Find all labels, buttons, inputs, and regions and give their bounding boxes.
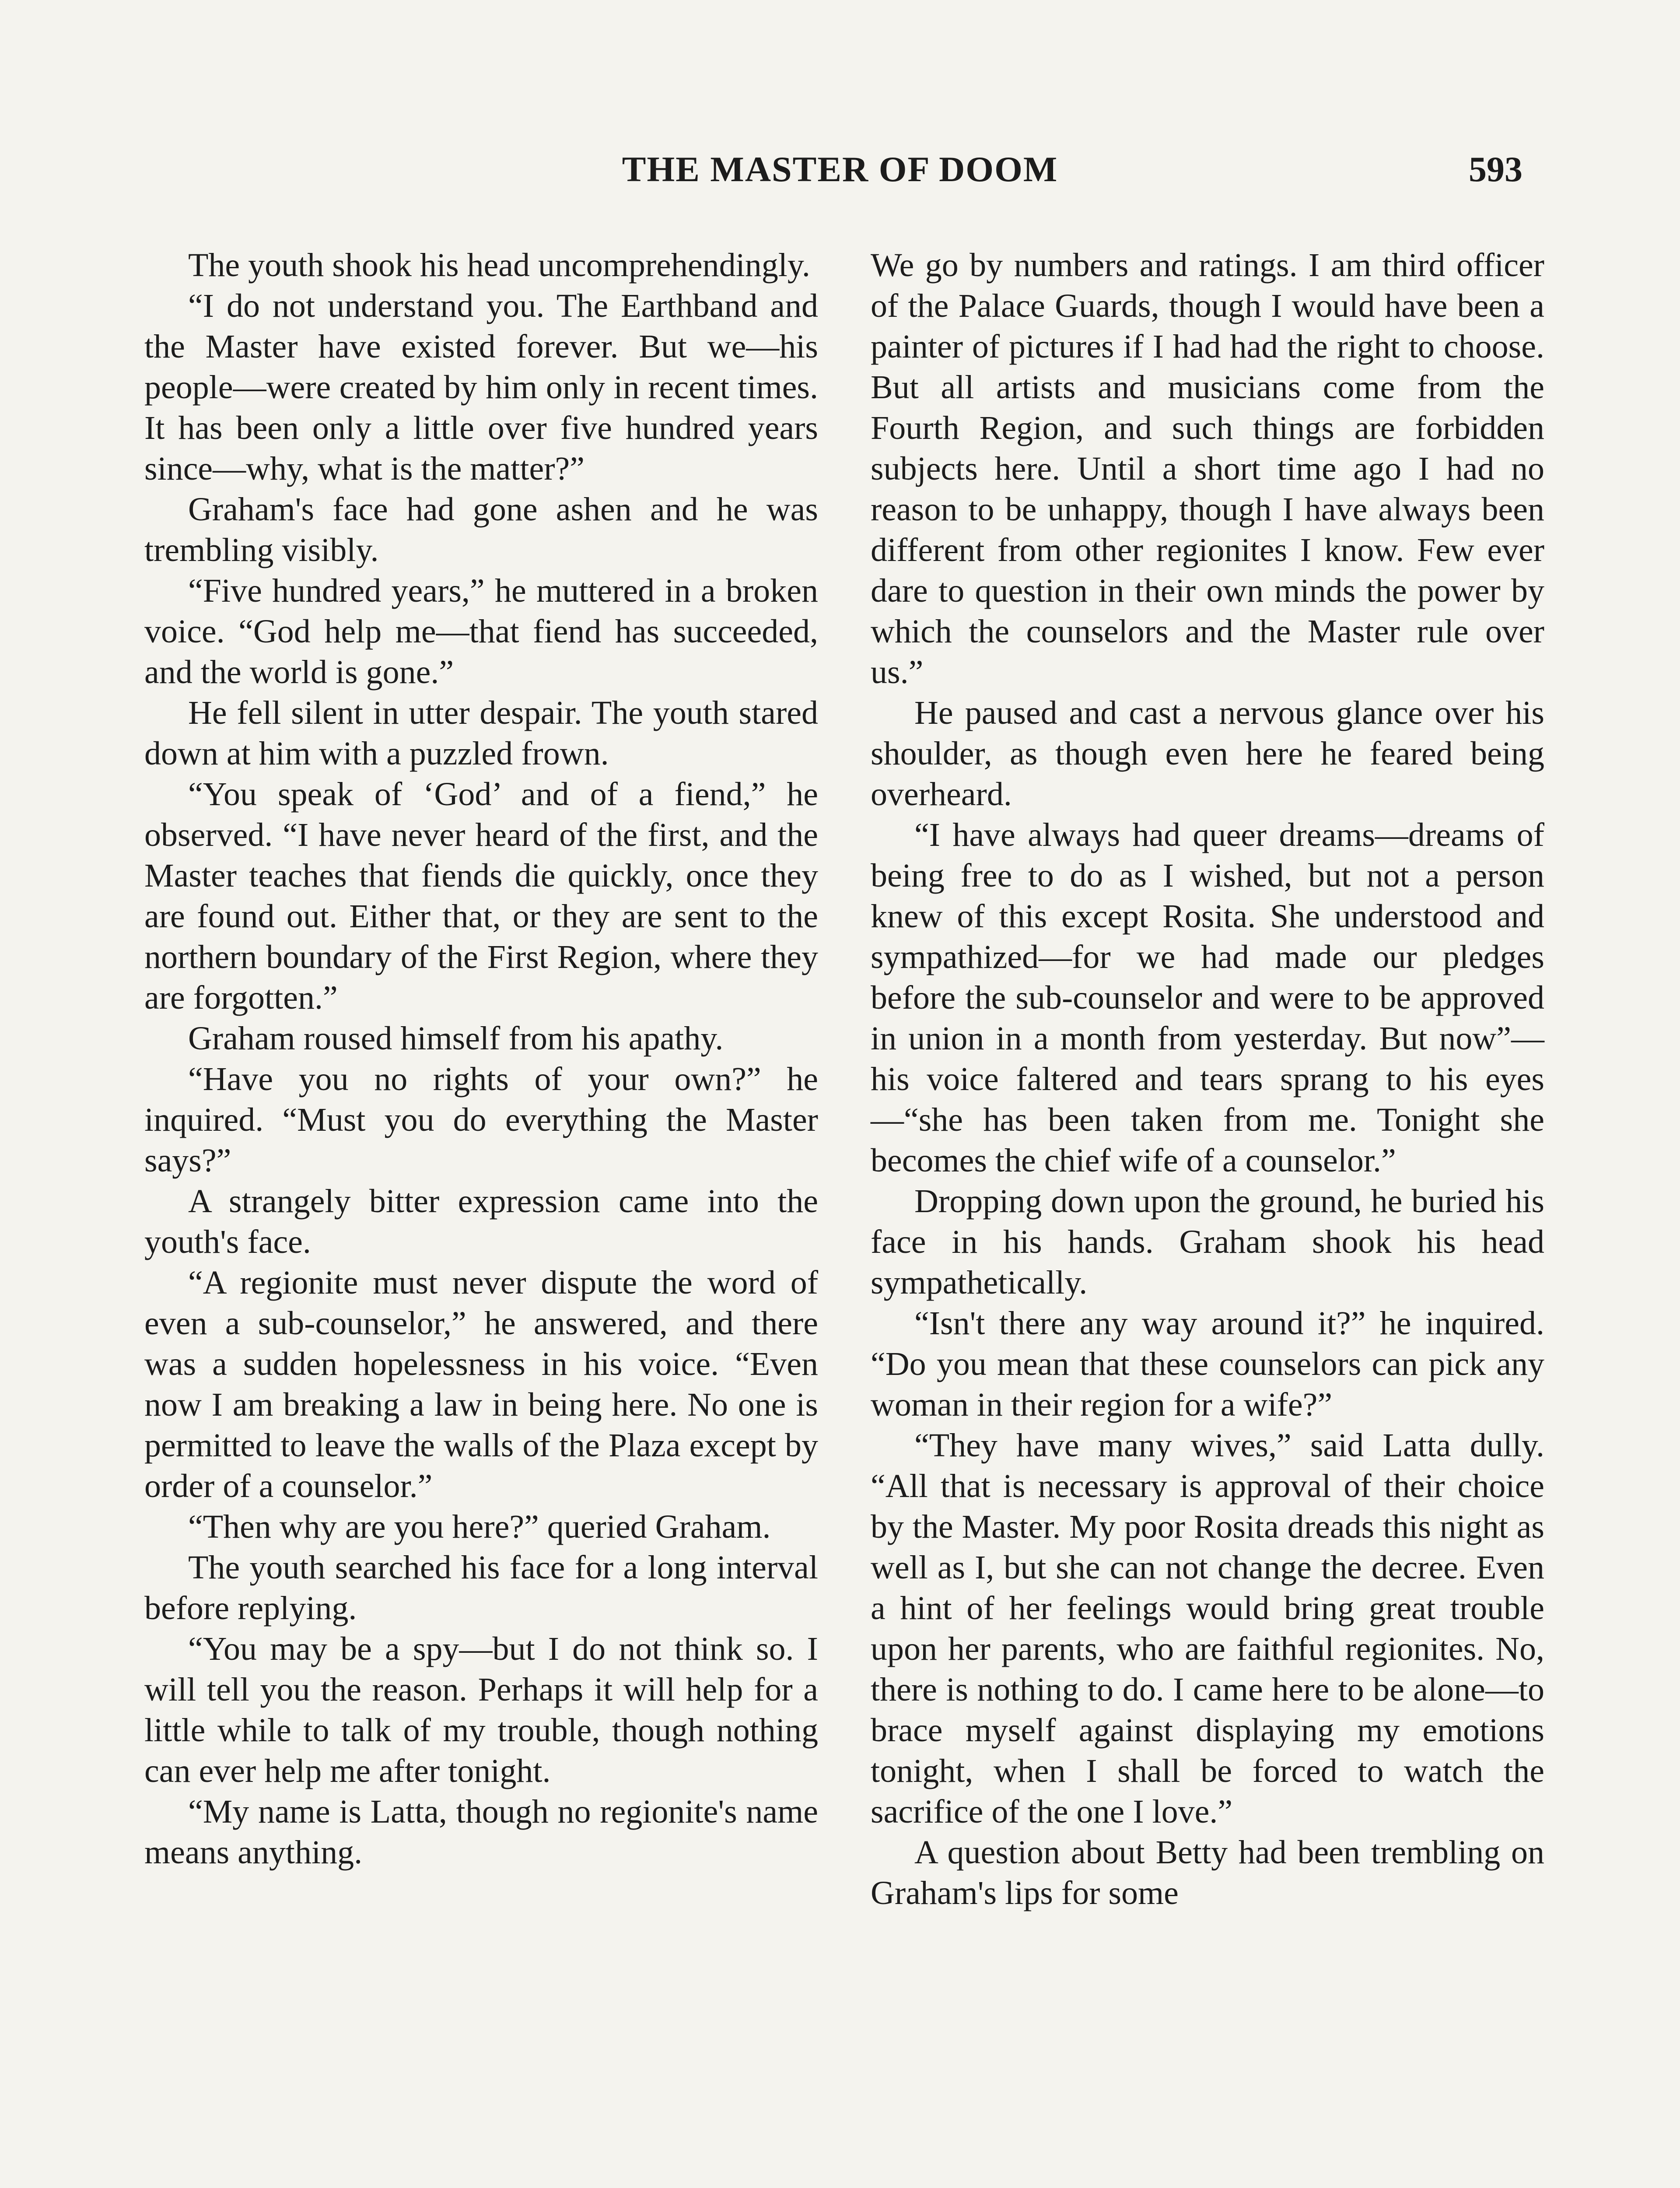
paragraph: The youth shook his head uncomprehendingly. (188, 247, 810, 284)
paragraph: “I do not understand you. The Earthband and the Master have existed forever. But we—his people—were created by him only in recent times. It has been only a little over five hundred years since—why, what is the matter?” (144, 288, 818, 487)
left-column (144, 245, 818, 1873)
paragraph: Graham's face had gone ashen and he was trembling visibly. (144, 491, 818, 568)
paragraph: A question about Betty had been trembling on Graham's lips for some (871, 1834, 1544, 1911)
paragraph: The youth searched his face for a long interval before replying. (144, 1549, 818, 1627)
paragraph: “My name is Latta, though no regionite's name means anything. (144, 1793, 818, 1871)
paragraph: “Isn't there any way around it?” he inquired. “Do you mean that these counselors can pick any woman in their region for a wife?” (871, 1305, 1544, 1423)
right-column (871, 245, 1544, 1914)
paragraph: “You speak of ‘God’ and of a fiend,” he observed. “I have never heard of the first, and the Master teaches that fiends die quickly, once they are found out. Either that, or they are sent to the northern boundary of the First Region, where they are forgotten.” (144, 776, 818, 1016)
paragraph: “A regionite must never dispute the word of even a sub-counselor,” he answered, and there was a sudden hopelessness in his voice. “Even now I am breaking a law in being here. No one is permitted to leave the walls of the Plaza except by order of a counselor.” (144, 1264, 818, 1504)
paragraph-continued: We go by numbers and ratings. I am third officer of the Palace Guards, though I would have been a painter of pictures if I had had the right to choose. But all artists and musicians come from the Fourth Region, and such things are forbidden subjects here. Until a short time ago I had no reason to be unhappy, though I have always been different from other regionites I know. Few ever dare to question in their own minds the power by which the counselors and the Master rule over us.” (871, 247, 1544, 691)
paragraph: “Have you no rights of your own?” he inquired. “Must you do everything the Master says?” (144, 1061, 818, 1179)
paragraph: He fell silent in utter despair. The youth stared down at him with a puzzled frown. (144, 694, 818, 772)
paragraph: Graham roused himself from his apathy. (188, 1020, 724, 1057)
paragraph: “I have always had queer dreams—dreams of being free to do as I wished, but not a person knew of this except Rosita. She understood and sympathized—for we had made our pledges before the sub-counselor and were to be approved in union in a month from yesterday. But now”—his voice faltered and tears sprang to his eyes—“she has been taken from me. Tonight she becomes the chief wife of a counselor.” (871, 817, 1544, 1179)
running-header (144, 149, 1536, 201)
paragraph: Dropping down upon the ground, he buried his face in his hands. Graham shook his head sympathetically. (871, 1183, 1544, 1301)
page-number: 593 (1469, 149, 1522, 189)
paragraph: “You may be a spy—but I do not think so. I will tell you the reason. Perhaps it will help for a little while to talk of my trouble, though nothing can ever help me after tonight. (144, 1630, 818, 1789)
running-title: THE MASTER OF DOOM (622, 149, 1058, 189)
paragraph: A strangely bitter expression came into the youth's face. (144, 1183, 818, 1260)
paragraph: “Five hundred years,” he muttered in a broken voice. “God help me—that fiend has succeeded, and the world is gone.” (144, 572, 818, 691)
paragraph: “Then why are you here?” queried Graham. (188, 1508, 771, 1545)
paragraph: “They have many wives,” said Latta dully. “All that is necessary is approval of their choice by the Master. My poor Rosita dreads this night as well as I, but she can not change the decree. Even a hint of her feelings would bring great trouble upon her parents, who are faithful regionites. No, there is nothing to do. I came here to be alone—to brace myself against displaying my emotions tonight, when I shall be forced to watch the sacrifice of the one I love.” (871, 1427, 1544, 1830)
paragraph: He paused and cast a nervous glance over his shoulder, as though even here he feared being overheard. (871, 694, 1544, 813)
